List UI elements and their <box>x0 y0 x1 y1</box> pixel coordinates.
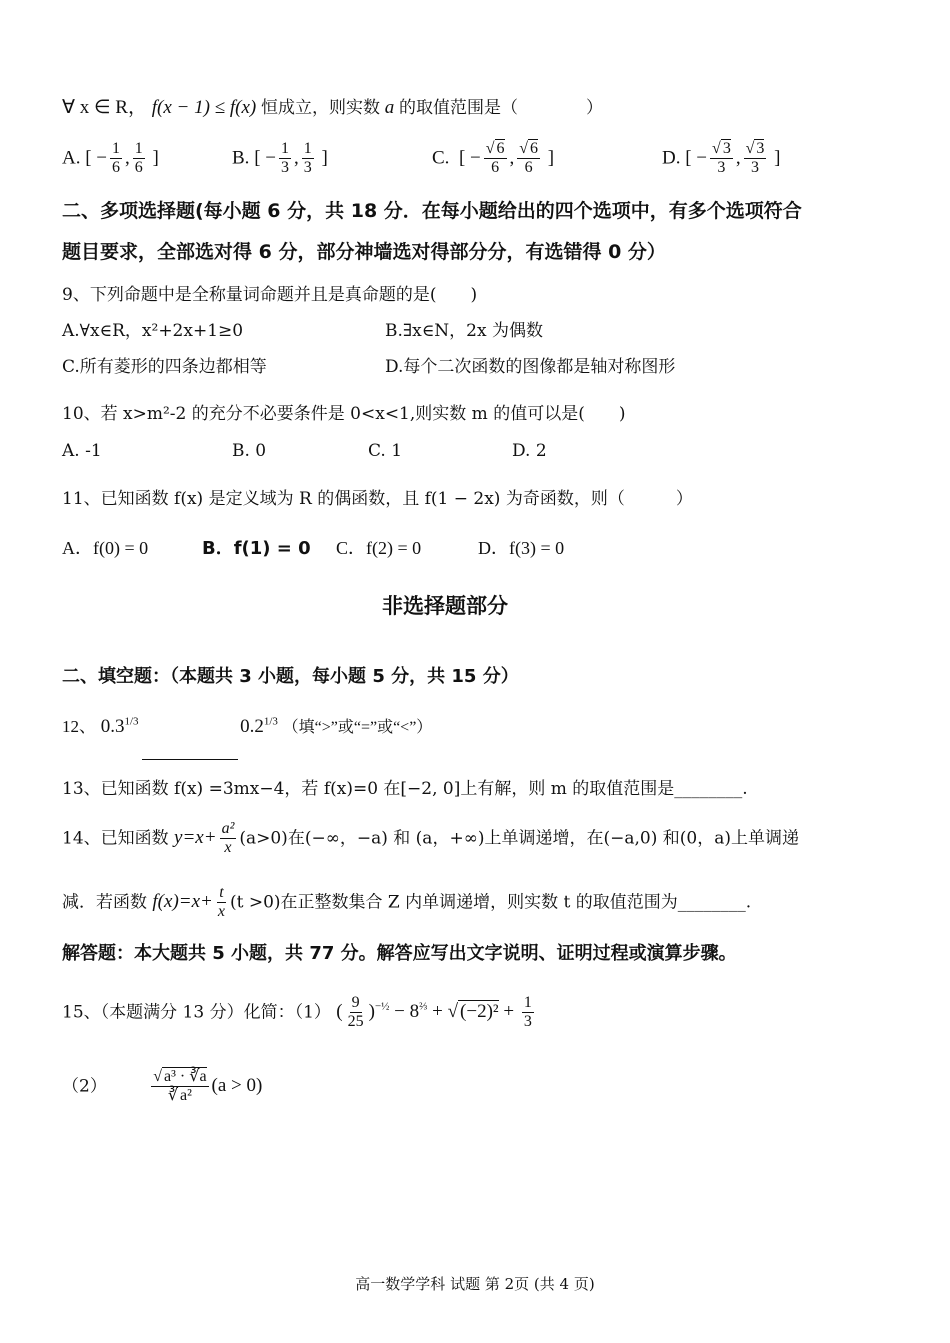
q15-part1 <box>62 994 537 1032</box>
q13-stem: 13、已知函数 f(x) =3mx−4，若 f(x)=0 在[−2, 0]上有解，则 m 的取值范围是________. <box>62 779 748 799</box>
q15-expression-1: ( $\frac{9}{25}$ )$^{-\frac{1}{2}} - 8^{\frac{2}{3}}$ + √ (−2)² + $\frac{1}{3}$ <box>336 994 532 1031</box>
q11-option-d[interactable]: D．f(3) = 0 <box>478 538 565 558</box>
q12-left: 0.3 <box>100 716 125 737</box>
q8-expr: f(x − 1) ≤ f(x) <box>151 97 257 118</box>
q15-part2 <box>62 1068 262 1106</box>
q10-stem: 10、若 x>m²-2 的充分不必要条件是 0<x<1,则实数 m 的值可以是( ) <box>62 404 626 424</box>
section2-line1: 二、多项选择题(每小题 6 分，共 18 分．在每小题给出的四个选项中，有多个选项符合 <box>62 200 802 222</box>
q12-right: 0.2 <box>240 716 264 737</box>
q15-expression-2: $\frac{\text{√ a³ · ∛a}}{\text{∛ a²}}$ (a > 0) <box>153 1068 263 1105</box>
q8-option-d[interactable]: D. [ − $\frac{√ 3}{3}$ , $\frac{√ 3}{3}$ ] <box>662 140 781 177</box>
q10-option-b[interactable]: B. 0 <box>232 441 267 461</box>
part-title: 非选择题部分 <box>382 594 508 618</box>
q12-right-exp: 1/3 <box>263 715 278 728</box>
q10-option-c[interactable]: C. 1 <box>368 441 403 461</box>
q8-option-c[interactable]: C. [ − $\frac{√ 6}{6}$ , $\frac{√ 6}{6}$ ] <box>432 140 555 177</box>
q9-option-a[interactable]: A.∀x∈R，x²+2x+1≥0 <box>62 321 244 341</box>
q8-pre: ∀ x ∈ R， <box>62 97 147 118</box>
q11-option-a[interactable]: A．f(0) = 0 <box>62 538 149 558</box>
q11-option-c[interactable]: C．f(2) = 0 <box>336 538 422 558</box>
section2-line2: 题目要求，全部选对得 6 分，部分神墙选对得部分分，有选错得 0 分） <box>62 241 666 263</box>
q12-label: 12、 <box>62 717 96 736</box>
q8-var: a <box>384 97 395 118</box>
q12 <box>62 712 432 738</box>
q8-option-c-label: C. <box>432 147 450 169</box>
q11-stem: 11、已知函数 f(x) 是定义域为 R 的偶函数，且 f(1 − 2x) 为奇函数，则（ ） <box>62 489 693 509</box>
q12-answer-blank[interactable] <box>142 759 238 760</box>
q14-line2-pre: 减．若函数 <box>62 892 147 913</box>
q14-line1-post: (a>0)在(−∞，−a) 和 (a，+∞)上单调递增，在(−a,0) 和(0，a)上单调递 <box>239 828 799 849</box>
q12-left-exp: 1/3 <box>124 715 139 728</box>
q9-option-d[interactable]: D.每个二次函数的图像都是轴对称图形 <box>385 357 676 377</box>
q14-line2-post: (t >0)在正整数集合 Z 内单调递增，则实数 t 的取值范围为________. <box>229 892 752 913</box>
q8-option-b-label: B. <box>232 147 250 169</box>
q8-option-b[interactable]: B. [ − $\frac{1}{3}$ , $\frac{1}{3}$ ] <box>232 140 328 177</box>
page-footer: 高一数学学科 试题 第 2页 (共 4 页) <box>355 1275 595 1293</box>
q14-line2 <box>62 884 751 922</box>
q12-hint: （填“>”或“=”或“<”） <box>282 719 433 736</box>
q9-option-c[interactable]: C.所有菱形的四条边都相等 <box>62 357 267 377</box>
q10-option-d[interactable]: D. 2 <box>512 441 547 461</box>
q15-condition: (a > 0) <box>211 1075 263 1097</box>
q9-stem: 9、下列命题中是全称量词命题并且是真命题的是( ) <box>62 285 478 305</box>
q8-condition <box>62 92 603 119</box>
q10-option-a[interactable]: A. -1 <box>62 441 102 461</box>
q14-func-f: f(x)=x+ $\frac{t}{x}$ <box>152 884 225 921</box>
q8-option-a-label: A. <box>62 147 81 169</box>
q11-option-b[interactable]: B．f(1) = 0 <box>202 538 311 559</box>
q8-option-d-label: D. <box>662 147 681 169</box>
q15-stem: 15、（本题满分 13 分）化简：（1） <box>62 1002 331 1023</box>
q8-option-a[interactable]: A. [ − $\frac{1}{6}$ , $\frac{1}{6}$ ] <box>62 140 159 177</box>
q14-func-y: y=x+ $\frac{\text{a²}}{x}$ <box>174 820 235 857</box>
q8-post: 恒成立，则实数 <box>260 98 380 117</box>
q15-part2-label: （2） <box>62 1076 107 1097</box>
q9-option-b[interactable]: B.∃x∈N，2x 为偶数 <box>385 321 543 341</box>
q8-end: 的取值范围是（ ） <box>398 98 603 117</box>
section-answer-heading: 解答题：本大题共 5 小题，共 77 分。解答应写出文字说明、证明过程或演算步骤。 <box>62 943 737 964</box>
section-fill-heading: 二、填空题：（本题共 3 小题，每小题 5 分，共 15 分） <box>62 666 519 687</box>
q14-line1-pre: 14、已知函数 <box>62 828 169 849</box>
q14-line1 <box>62 820 799 858</box>
